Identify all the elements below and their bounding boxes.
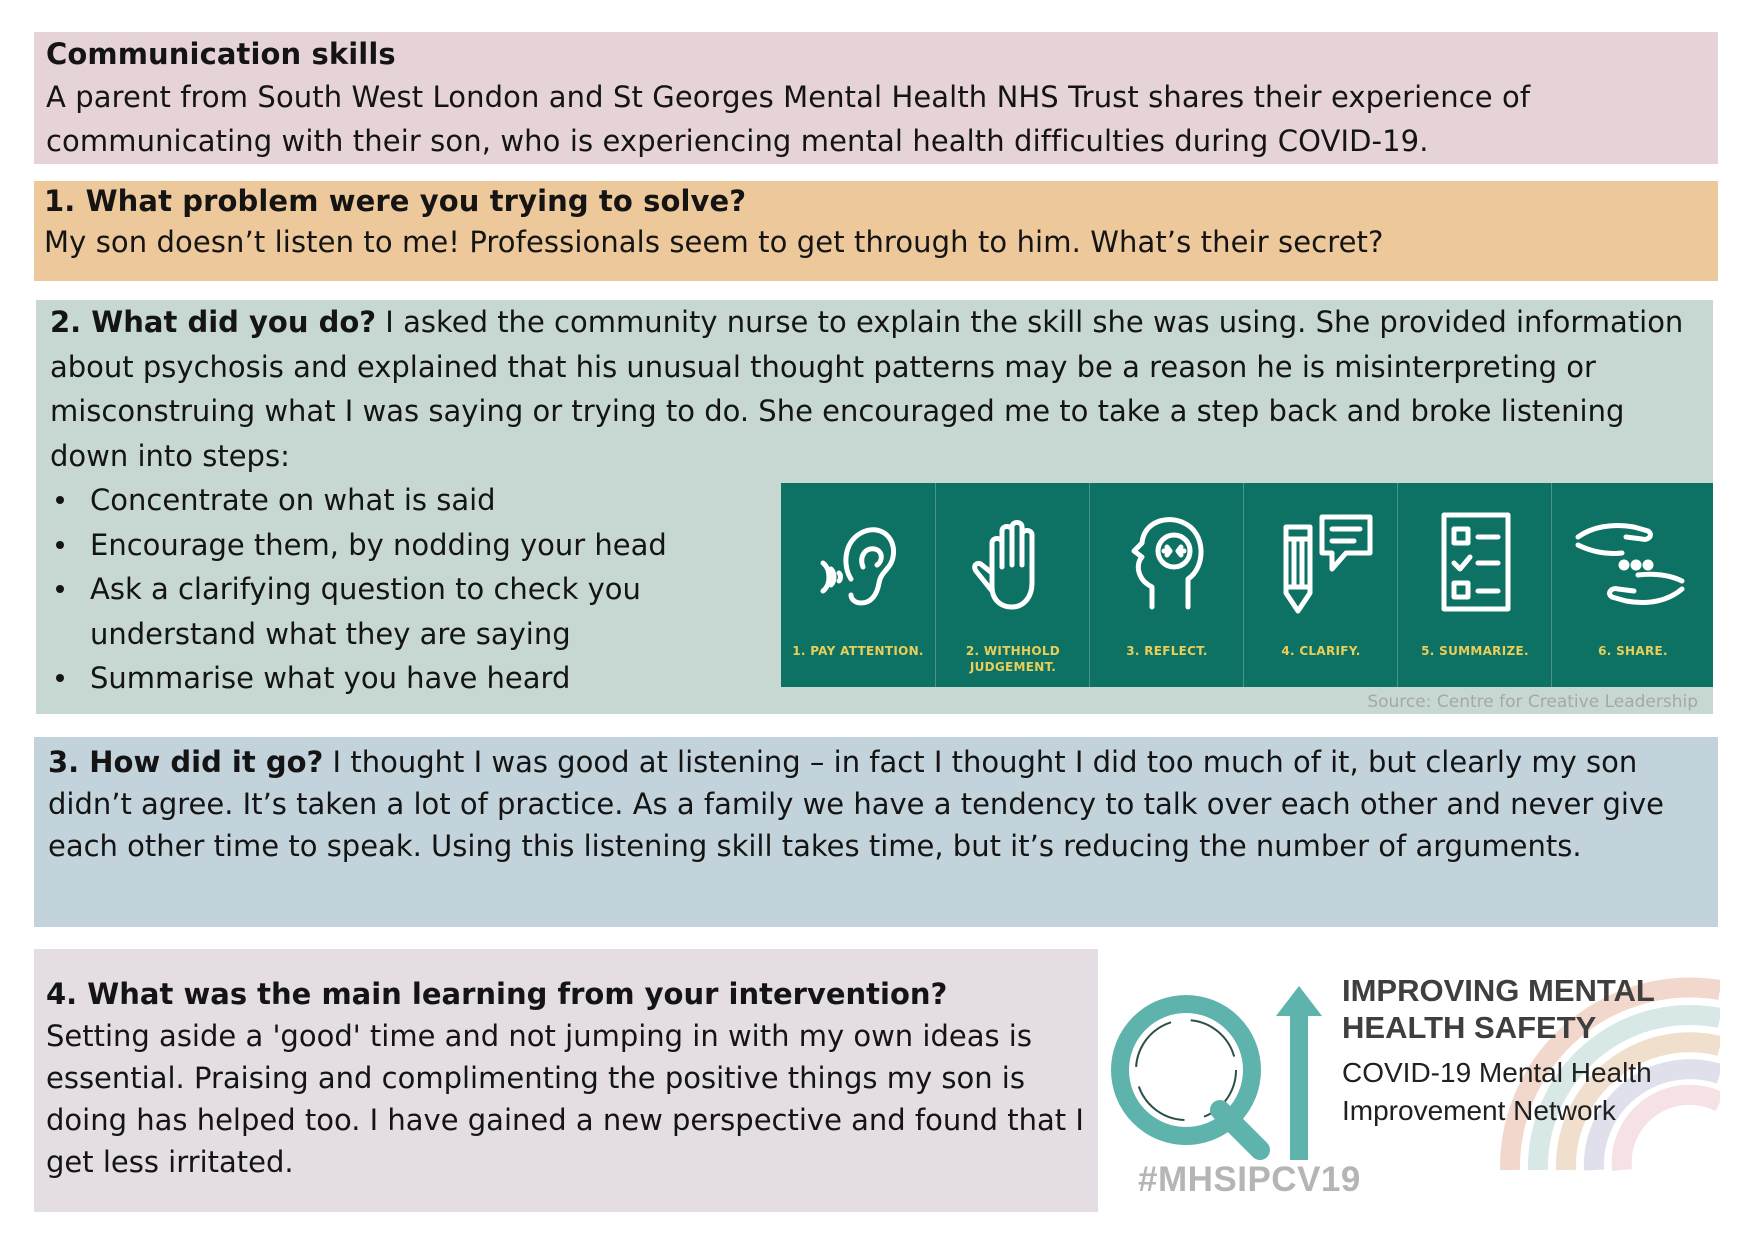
intro-title: Communication skills xyxy=(46,37,396,71)
question-1-section xyxy=(34,181,1718,281)
question-3-answer: I thought I was good at listening – in fact I thought I did too much of it, but clearly my son didn’t agree. It’s taken a lot of practice. As a family we have a tendency to talk over each other and never give each other time to speak. Using this listening skill takes time, but it’s reducing the number of arguments. xyxy=(48,745,1664,863)
bullet-icon xyxy=(56,674,64,682)
list-item: Encourage them, by nodding your head xyxy=(90,523,790,568)
question-4-section xyxy=(34,949,1098,1212)
hashtag: #MHSIPCV19 xyxy=(1138,1160,1361,1199)
pencil-speech-icon xyxy=(1276,507,1376,617)
question-2-paragraph xyxy=(50,300,1713,478)
step-clarify: 4. CLARIFY. xyxy=(1243,483,1398,687)
step-share: 6. SHARE. xyxy=(1551,483,1714,687)
listening-steps-graphic xyxy=(781,483,1713,687)
question-4-heading: 4. What was the main learning from your intervention? xyxy=(46,977,948,1011)
intro-body: A parent from South West London and St Georges Mental Health NHS Trust shares their experience of communicating with their son, who is experiencing mental health difficulties during COVID-19. xyxy=(46,79,1531,158)
intro-section xyxy=(34,32,1718,164)
bullet-icon xyxy=(56,496,64,504)
step-pay-attention: 1. PAY ATTENTION. xyxy=(781,483,935,687)
question-2-answer: I asked the community nurse to explain the skill she was using. She provided information about psychosis and explained that his unusual thought patterns may be a reason he is misinterpreting or misconstruing what I was saying or trying to do. She encouraged me to take a step back and broke listening down into steps: xyxy=(50,305,1684,473)
list-item: Concentrate on what is said xyxy=(90,478,790,523)
step-withhold-judgement: 2. WITHHOLD JUDGEMENT. xyxy=(935,483,1090,687)
logo-subtitle: COVID-19 Mental Health Improvement Network xyxy=(1342,1057,1652,1126)
step-summarize: 5. SUMMARIZE. xyxy=(1397,483,1552,687)
bullet-icon xyxy=(56,541,64,549)
step-reflect: 3. REFLECT. xyxy=(1089,483,1244,687)
list-item: Summarise what you have heard xyxy=(90,656,790,701)
question-3-section xyxy=(34,737,1718,927)
list-item: Ask a clarifying question to check you understand what they are saying xyxy=(90,567,730,656)
raised-hand-icon xyxy=(968,507,1058,617)
head-reflect-icon xyxy=(1122,507,1212,617)
bullet-icon xyxy=(56,585,64,593)
qi-logo-icon xyxy=(1110,970,1350,1170)
question-3-paragraph xyxy=(48,741,1718,867)
question-1-heading: 1. What problem were you trying to solve? xyxy=(44,184,747,218)
checklist-icon xyxy=(1430,507,1520,617)
question-1-answer: My son doesn’t listen to me! Professionals seem to get through to him. What’s their secret? xyxy=(44,224,1384,259)
hands-share-icon xyxy=(1572,507,1692,617)
question-2-heading: 2. What did you do? xyxy=(50,305,377,339)
improving-mental-health-safety-logo xyxy=(1110,950,1720,1212)
logo-title: IMPROVING MENTAL HEALTH SAFETY xyxy=(1342,973,1655,1045)
question-4-answer: Setting aside a 'good' time and not jumping in with my own ideas is essential. Praising and complimenting the positive things my son is doing has helped too. I have gained a new perspective and found that I get less irritated. xyxy=(46,1019,1084,1179)
image-source-credit: Source: Centre for Creative Leadership xyxy=(1367,692,1698,712)
question-3-heading: 3. How did it go? xyxy=(48,745,324,779)
ear-icon xyxy=(813,507,903,617)
listening-steps-list xyxy=(50,478,790,701)
